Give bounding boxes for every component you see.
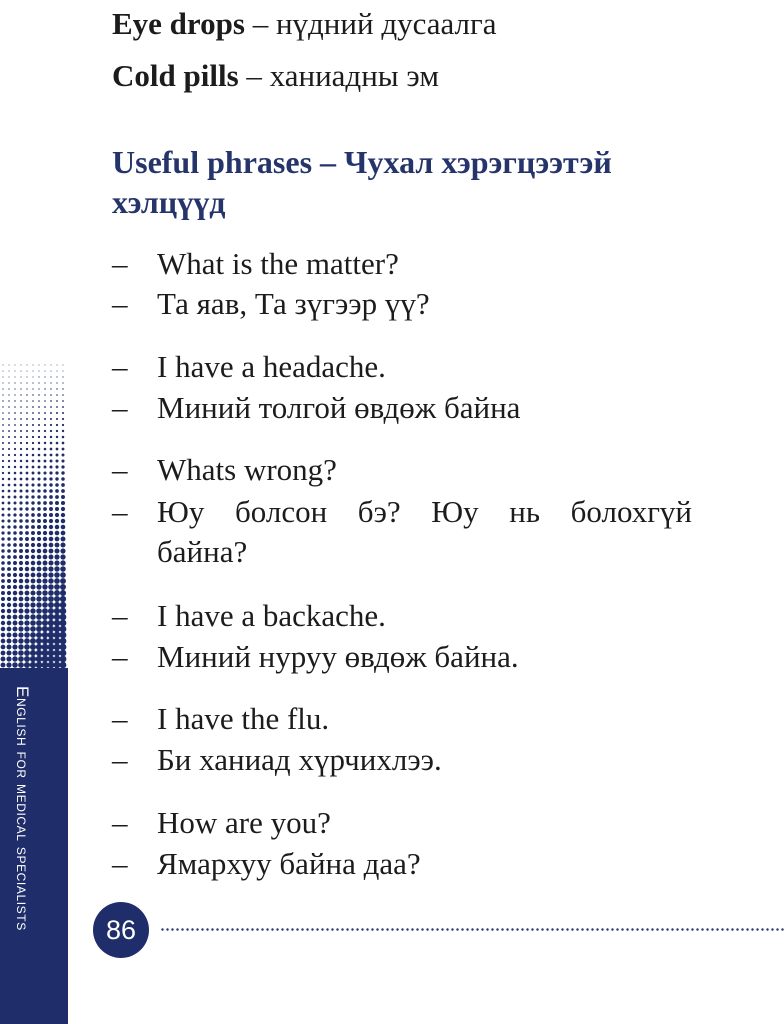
vocab-translation: – ханиадны эм: [238, 58, 440, 93]
phrase-text: Whats wrong?: [157, 452, 337, 487]
phrase-text: I have a headache.: [157, 349, 386, 384]
dash-bullet: –: [112, 598, 128, 633]
page-number-badge: 86: [93, 902, 149, 958]
dash-bullet: –: [112, 390, 128, 425]
vocab-translation: – нүдний дусаалга: [244, 6, 497, 41]
phrase-text: I have the flu.: [157, 701, 330, 736]
phrase-text: Та яав, Та зүгээр үү?: [157, 286, 430, 321]
book-title-vertical: English for medical specialists: [13, 686, 32, 931]
section-heading-line-2: хэлцүүд: [112, 184, 226, 220]
section-heading-line-1: Useful phrases – Чухал хэрэгцээтэй: [112, 144, 612, 180]
vocab-line-eye-drops: [112, 8, 496, 39]
halftone-band-graphic: [0, 0, 68, 1024]
dash-bullet: –: [112, 349, 128, 384]
dash-bullet: –: [112, 494, 128, 529]
phrase-text: Миний нуруу өвдөж байна.: [157, 639, 519, 674]
dash-bullet: –: [112, 639, 128, 674]
dotted-rule: [160, 928, 784, 931]
phrase-text: Юу болсон бэ? Юу нь болохгүй: [157, 494, 692, 529]
dash-bullet: –: [112, 701, 128, 736]
dash-bullet: –: [112, 805, 128, 840]
phrase-text: Би ханиад хүрчихлээ.: [157, 742, 442, 777]
dash-bullet: –: [112, 846, 128, 881]
phrase-text: How are you?: [157, 805, 331, 840]
dash-bullet: –: [112, 742, 128, 777]
phrase-text: I have a backache.: [157, 598, 386, 633]
vocab-term: Eye drops: [112, 6, 245, 41]
dash-bullet: –: [112, 286, 128, 321]
vocab-line-cold-pills: [112, 60, 439, 91]
phrase-text: What is the matter?: [157, 246, 399, 281]
phrase-text: Ямархуу байна даа?: [157, 846, 421, 881]
side-band: [0, 0, 68, 1024]
dash-bullet: –: [112, 452, 128, 487]
phrase-text: Миний толгой өвдөж байна: [157, 390, 521, 425]
dash-bullet: –: [112, 246, 128, 281]
phrase-text-continued: байна?: [157, 534, 248, 569]
vocab-term: Cold pills: [112, 58, 239, 93]
section-heading: [112, 142, 712, 222]
